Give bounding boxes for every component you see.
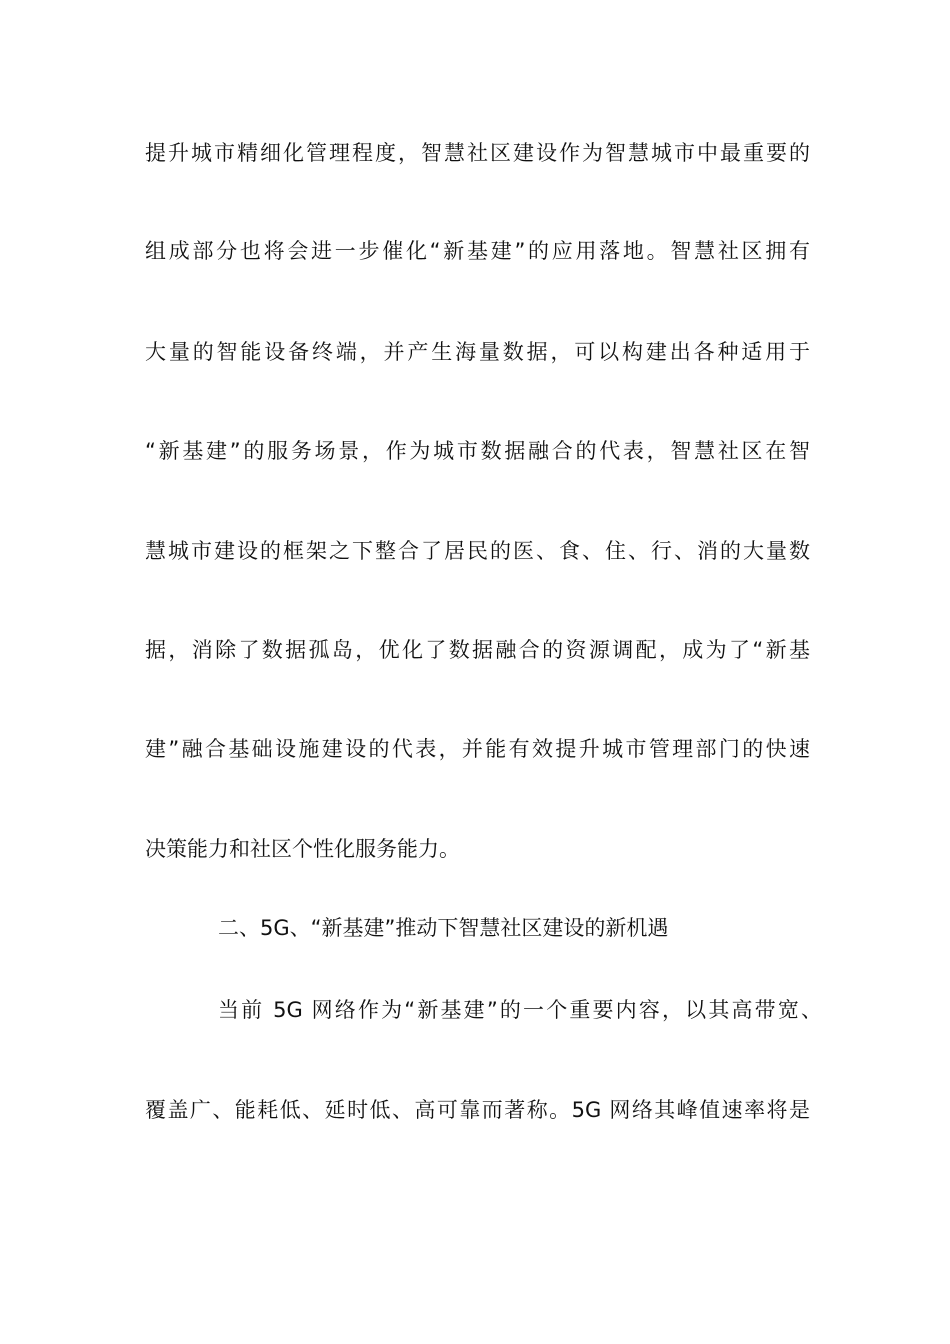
paragraph-2-line-1: 当前 5G 网络作为“新基建”的一个重要内容，以其高带宽、 <box>218 998 822 1022</box>
paragraph-1-line-2: 组成部分也将会进一步催化“新基建”的应用落地。智慧社区拥有 <box>145 239 810 263</box>
paragraph-1-line-5: 慧城市建设的框架之下整合了居民的医、食、住、行、消的大量数 <box>145 539 810 563</box>
paragraph-1-line-6: 据，消除了数据孤岛，优化了数据融合的资源调配，成为了“新基 <box>145 638 810 662</box>
paragraph-1-line-7: 建”融合基础设施建设的代表，并能有效提升城市管理部门的快速 <box>145 737 810 761</box>
paragraph-1-line-1: 提升城市精细化管理程度，智慧社区建设作为智慧城市中最重要的 <box>145 141 810 165</box>
paragraph-2-line-2: 覆盖广、能耗低、延时低、高可靠而著称。5G 网络其峰值速率将是 <box>145 1098 810 1122</box>
section-heading: 二、5G、“新基建”推动下智慧社区建设的新机遇 <box>218 916 669 940</box>
paragraph-1-line-8: 决策能力和社区个性化服务能力。 <box>145 837 460 861</box>
paragraph-1-line-3: 大量的智能设备终端，并产生海量数据，可以构建出各种适用于 <box>145 340 810 364</box>
paragraph-1-line-4: “新基建”的服务场景，作为城市数据融合的代表，智慧社区在智 <box>145 439 810 463</box>
